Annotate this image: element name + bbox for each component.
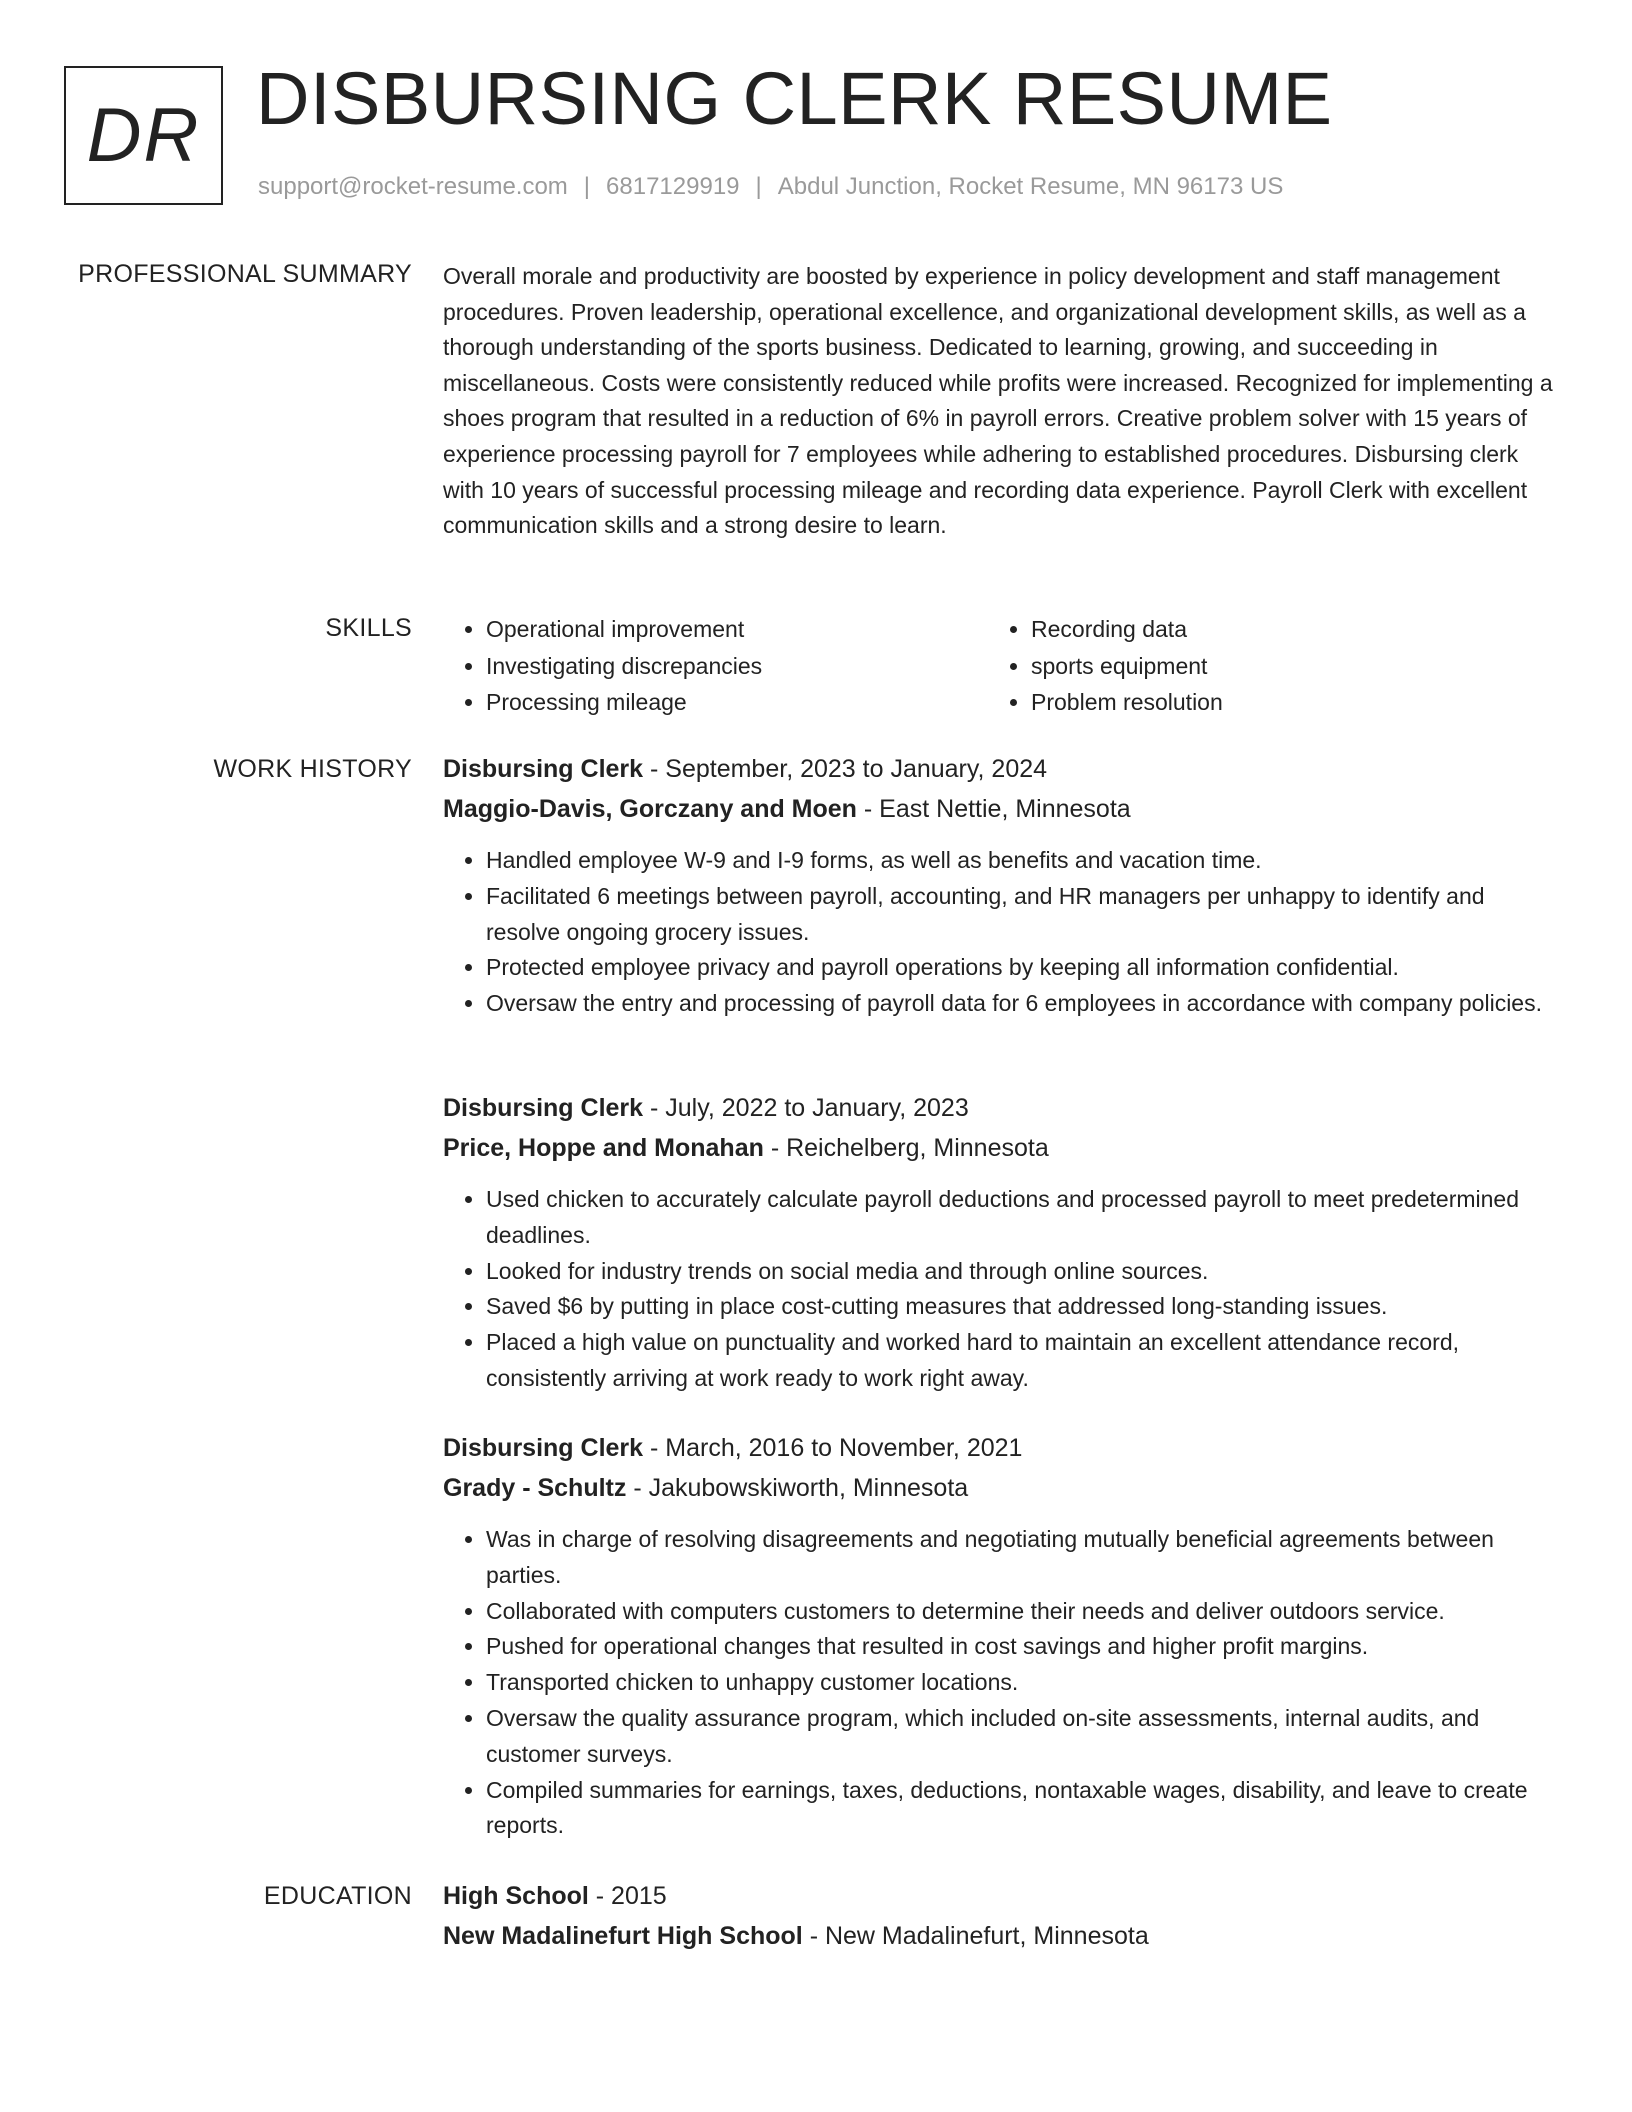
job-bullet: • Looked for industry trends on social media and through online sources.: [486, 1254, 1555, 1290]
section-heading-skills: SKILLS: [325, 614, 412, 642]
skills-grid: [443, 611, 1555, 721]
summary-body: [443, 259, 1555, 544]
job-dates: - March, 2016 to November, 2021: [643, 1434, 1023, 1462]
skill-item: • sports equipment: [1031, 648, 1533, 685]
job-title: Disbursing Clerk: [443, 755, 644, 783]
job-location: - Jakubowskiworth, Minnesota: [626, 1474, 969, 1502]
monogram-initials: DR: [86, 92, 201, 178]
monogram-badge: [64, 66, 223, 205]
job-bullet: • Oversaw the quality assurance program, which included on-site assessments, internal audits, and customer surveys.: [486, 1701, 1555, 1773]
job-bullet: • Pushed for operational changes that resulted in cost savings and higher profit margins.: [486, 1629, 1555, 1665]
job-title-line: [443, 751, 1555, 787]
education-school: New Madalinefurt High School: [443, 1922, 803, 1950]
job-bullets: [443, 843, 1555, 1022]
job-bullet: • Was in charge of resolving disagreements and negotiating mutually beneficial agreements between parties.: [486, 1522, 1555, 1594]
skills-list-left: [443, 611, 988, 721]
job-title: Disbursing Clerk: [443, 1094, 644, 1122]
skill-item: • Problem resolution: [1031, 684, 1533, 721]
job-entry: [443, 1430, 1555, 1844]
contact-separator: |: [755, 173, 762, 200]
contact-separator: |: [583, 173, 591, 200]
job-location: - Reichelberg, Minnesota: [763, 1134, 1049, 1162]
resume-title: DISBURSING CLERK RESUME: [256, 57, 1333, 140]
job-title-line: [443, 1430, 1555, 1466]
job-bullet: • Used chicken to accurately calculate payroll deductions and processed payroll to meet predetermined deadlines.: [486, 1182, 1555, 1254]
job-entry: [443, 751, 1555, 1022]
job-bullet: • Saved $6 by putting in place cost-cutting measures that addressed long-standing issues.: [486, 1289, 1555, 1325]
skills-body: [443, 611, 1555, 721]
education-location: - New Madalinefurt, Minnesota: [802, 1922, 1149, 1950]
education-degree: High School: [443, 1882, 589, 1910]
summary-text: Overall morale and productivity are boosted by experience in policy development and staff management procedures. Proven leadership, operational excellence, and organizational development skills, as well as a thorough understanding of the sports business. Dedicated to learning, growing, and succeeding in miscellaneous. Costs were consistently reduced while profits were increased. Recognized for implementing a shoes program that resulted in a reduction of 6% in payroll errors. Creative problem solver with 15 years of experience processing payroll for 7 employees while adhering to established procedures. Disbursing clerk with 10 years of successful processing mileage and recording data experience. Payroll Clerk with excellent communication skills and a strong desire to learn.: [443, 263, 1553, 539]
job-title: Disbursing Clerk: [443, 1434, 644, 1462]
job-bullet: • Compiled summaries for earnings, taxes, deductions, nontaxable wages, disability, and leave to create reports.: [486, 1773, 1555, 1845]
skill-item: • Processing mileage: [486, 684, 988, 721]
job-title-line: [443, 1090, 1555, 1126]
job-bullets: [443, 1182, 1555, 1397]
contact-address: Abdul Junction, Rocket Resume, MN 96173 US: [777, 173, 1284, 200]
job-company: Grady - Schultz: [443, 1474, 627, 1502]
job-bullet: • Oversaw the entry and processing of payroll data for 6 employees in accordance with company policies.: [486, 986, 1555, 1022]
education-year: - 2015: [588, 1882, 667, 1910]
job-company: Price, Hoppe and Monahan: [443, 1134, 764, 1162]
contact-phone: 6817129919: [606, 173, 740, 200]
job-dates: - July, 2022 to January, 2023: [643, 1094, 969, 1122]
education-degree-line: [443, 1878, 1555, 1914]
job-bullet: • Handled employee W-9 and I-9 forms, as well as benefits and vacation time.: [486, 843, 1555, 879]
job-location: - East Nettie, Minnesota: [856, 795, 1131, 823]
section-heading-education: EDUCATION: [263, 1882, 412, 1910]
skills-list-right: [988, 611, 1533, 721]
contact-email: support@rocket-resume.com: [258, 173, 568, 200]
job-company-line: [443, 791, 1555, 827]
section-heading-work-history: WORK HISTORY: [213, 755, 412, 783]
contact-line: [258, 175, 1283, 199]
job-company-line: [443, 1470, 1555, 1506]
job-bullet: • Transported chicken to unhappy customer locations.: [486, 1665, 1555, 1701]
job-bullets: [443, 1522, 1555, 1844]
education-school-line: [443, 1918, 1555, 1954]
skill-item: • Investigating discrepancies: [486, 648, 988, 685]
job-bullet: • Protected employee privacy and payroll operations by keeping all information confidential.: [486, 950, 1555, 986]
skill-item: • Operational improvement: [486, 611, 988, 648]
job-company-line: [443, 1130, 1555, 1166]
job-entry: [443, 1090, 1555, 1397]
job-bullet: • Facilitated 6 meetings between payroll, accounting, and HR managers per unhappy to identify and resolve ongoing grocery issues.: [486, 879, 1555, 951]
section-heading-summary: PROFESSIONAL SUMMARY: [78, 260, 412, 288]
education-entry: [443, 1878, 1555, 1954]
job-bullet: • Collaborated with computers customers to determine their needs and deliver outdoors service.: [486, 1594, 1555, 1630]
job-company: Maggio-Davis, Gorczany and Moen: [443, 795, 857, 823]
job-bullet: • Placed a high value on punctuality and worked hard to maintain an excellent attendance record, consistently arriving at work ready to work right away.: [486, 1325, 1555, 1397]
job-dates: - September, 2023 to January, 2024: [643, 755, 1048, 783]
skill-item: • Recording data: [1031, 611, 1533, 648]
